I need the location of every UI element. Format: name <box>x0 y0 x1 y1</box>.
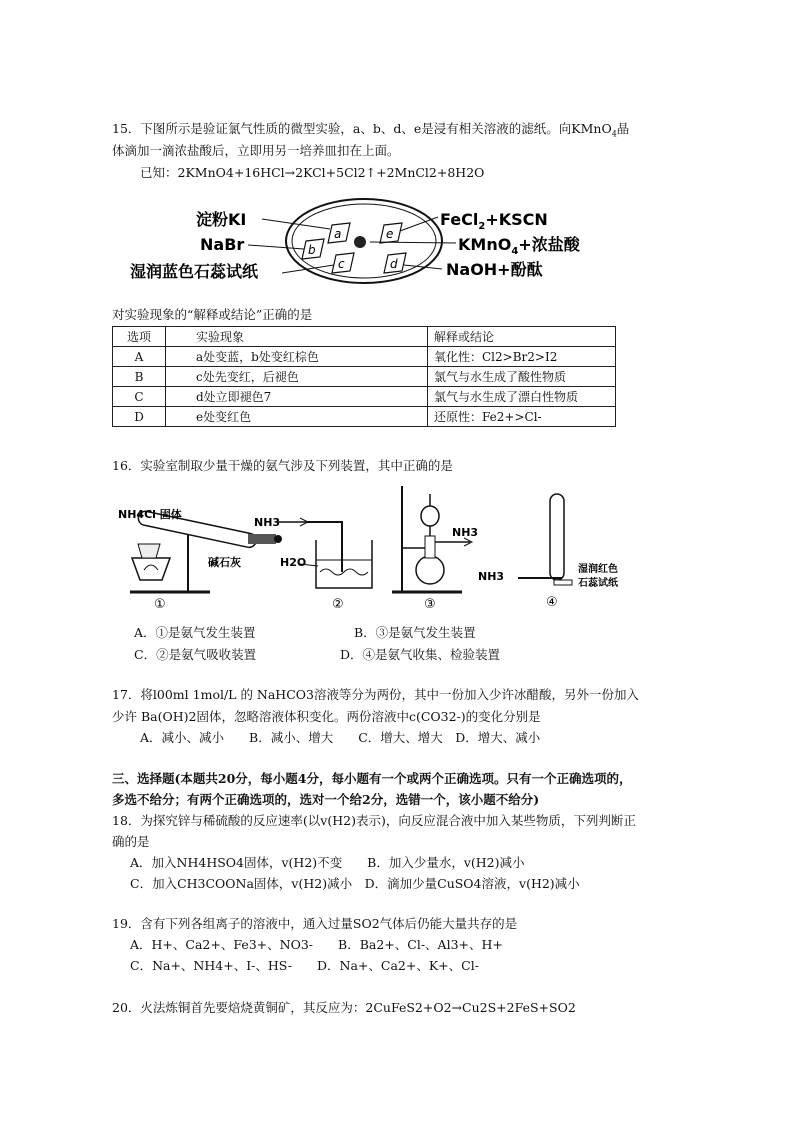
label-nh3-4: NH3 <box>478 570 505 583</box>
q15-options-table <box>112 326 616 427</box>
q16-option-c: C．②是氨气吸收装置 <box>134 647 257 662</box>
q17-stem-line1: 17．将l00ml 1mol/L 的 NaHCO3溶液等分为两份，其中一份加入少许冰醋酸，另外一份加入 <box>112 687 639 702</box>
apparatus-2-absorb-beaker <box>254 516 372 610</box>
q19-options-cd: C．Na+、NH4+、I-、HS- D．Na+、Ca2+、K+、Cl- <box>130 958 479 973</box>
label-a: a <box>334 227 342 241</box>
label-wet-litmus: 湿润蓝色石蕊试纸 <box>130 262 259 281</box>
label-h2o: H2O <box>280 556 307 569</box>
row-conclusion: 还原性：Fe2+>Cl- <box>428 407 616 427</box>
label-c: c <box>338 257 345 271</box>
label-nabr: NaBr <box>200 235 245 254</box>
apparatus-3-flask <box>392 486 478 610</box>
header-conclusion: 解释或结论 <box>428 327 616 347</box>
q16-option-a: A．①是氨气发生装置 <box>134 625 256 640</box>
table-row <box>113 347 616 367</box>
q15-known-equation: 已知：2KMnO4+16HCl→2KCl+5Cl2↑+2MnCl2+8H2O <box>140 165 485 180</box>
label-nh3-3: NH3 <box>452 526 479 539</box>
q18-options-cd: C．加入CH3COONa固体，v(H2)减小 D．滴加少量CuSO4溶液，v(H2)减小 <box>130 876 580 891</box>
row-conclusion: 氯气与水生成了漂白性物质 <box>428 387 616 407</box>
q18-options-ab: A．加入NH4HSO4固体，v(H2)不变 B．加入少量水，v(H2)减小 <box>130 855 525 870</box>
label-b: b <box>308 243 316 257</box>
filter-paper-c <box>332 253 354 273</box>
row-option: A <box>113 347 166 367</box>
q17-stem-line2: 少许 Ba(OH)2固体，忽略溶液体积变化。两份溶液中c(CO32-)的变化分别是 <box>112 709 541 724</box>
filter-paper-a <box>328 223 350 243</box>
q15-stem-line2: 体滴加一滴浓盐酸后，立即用另一培养皿扣在上面。 <box>112 143 400 158</box>
section-3-heading-line2: 多选不给分；有两个正确选项的，选对一个给2分，选错一个，该小题不给分) <box>112 792 540 807</box>
q17-options: A．减小、减小 B．减小、增大 C．增大、增大 D．增大、减小 <box>140 730 541 745</box>
table-row <box>113 387 616 407</box>
filter-paper-b <box>302 239 324 259</box>
label-starch-ki: 淀粉KI <box>196 210 247 229</box>
header-option: 选项 <box>113 327 166 347</box>
q18-stem-line1: 18．为探究锌与稀硫酸的反应速率(以v(H2)表示)，向反应混合液中加入某些物质，下列判断正 <box>112 813 636 828</box>
label-fecl2-kscn: FeCl$_2$+KSCN <box>440 210 548 232</box>
apparatus-4-collect-test <box>478 494 619 610</box>
q20-stem: 20．火法炼铜首先要焙烧黄铜矿，其反应为：2CuFeS2+O2→Cu2S+2FeS+SO2 <box>112 1000 576 1015</box>
label-nh4cl-solid: NH4Cl 固体 <box>118 508 182 521</box>
row-option: D <box>113 407 166 427</box>
label-kmno4-hcl: KMnO$_4$+浓盐酸 <box>458 235 580 257</box>
q15-stem-line1: 15．下图所示是验证氯气性质的微型实验，a、b、d、e是浸有相关溶液的滤纸。向KMnO$_4$晶 <box>112 121 630 139</box>
filter-paper-d <box>384 253 406 273</box>
q16-option-d: D．④是氨气收集、检验装置 <box>340 647 501 662</box>
q19-stem: 19．含有下列各组离子的溶液中，通入过量SO2气体后仍能大量共存的是 <box>112 916 518 931</box>
label-apparatus-4: ④ <box>546 595 558 610</box>
label-wet-red-litmus-2: 石蕊试纸 <box>578 578 618 589</box>
q15-table-title: 对实验现象的“解释或结论”正确的是 <box>112 307 313 322</box>
q16-option-b: B．③是氨气发生装置 <box>354 625 476 640</box>
row-option: B <box>113 367 166 387</box>
kmno4-crystal <box>354 236 366 248</box>
q18-stem-line2: 确的是 <box>112 834 150 849</box>
header-phenomenon: 实验现象 <box>166 327 428 347</box>
table-row <box>113 367 616 387</box>
label-wet-red-litmus-1: 湿润红色 <box>578 564 618 575</box>
petri-dish-diagram <box>110 195 590 295</box>
label-apparatus-2: ② <box>332 597 344 610</box>
row-phenomenon: c处先变红，后褪色 <box>166 367 428 387</box>
label-nh3-2: NH3 <box>254 516 281 529</box>
row-phenomenon: e处变红色 <box>166 407 428 427</box>
row-conclusion: 氯气与水生成了酸性物质 <box>428 367 616 387</box>
q16-stem: 16．实验室制取少量干燥的氨气涉及下列装置，其中正确的是 <box>112 458 453 473</box>
row-option: C <box>113 387 166 407</box>
filter-paper-e <box>380 223 402 243</box>
apparatus-diagram <box>110 480 640 610</box>
section-3-heading-line1: 三、选择题(本题共20分，每小题4分，每小题有一个或两个正确选项。只有一个正确选项的， <box>112 771 632 786</box>
row-phenomenon: a处变蓝，b处变红棕色 <box>166 347 428 367</box>
row-conclusion: 氧化性：Cl2>Br2>I2 <box>428 347 616 367</box>
table-row <box>113 407 616 427</box>
label-soda-lime: 碱石灰 <box>208 556 241 569</box>
label-e: e <box>386 227 394 241</box>
label-apparatus-1: ① <box>154 597 166 610</box>
row-phenomenon: d处立即褪色7 <box>166 387 428 407</box>
label-naoh-phenol: NaOH+酚酞 <box>446 260 543 279</box>
label-d: d <box>390 257 398 271</box>
q19-options-ab: A．H+、Ca2+、Fe3+、NO3- B．Ba2+、Cl-、Al3+、H+ <box>130 937 503 952</box>
table-header-row <box>113 327 616 347</box>
label-apparatus-3: ③ <box>424 597 436 610</box>
